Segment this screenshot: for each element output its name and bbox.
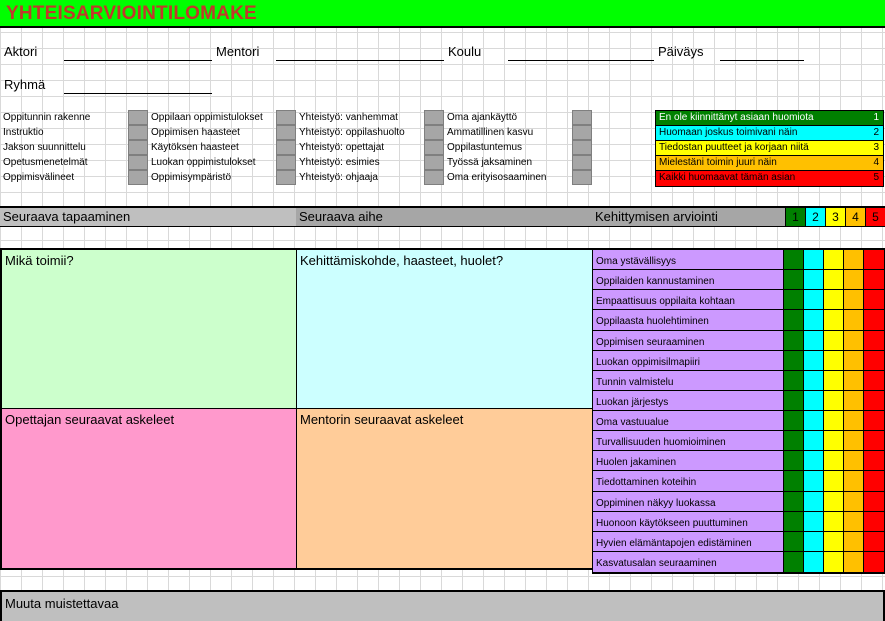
legend-number: 2: [873, 127, 879, 138]
rating-cell-3[interactable]: [824, 290, 844, 309]
paivays-label: Päiväys: [658, 44, 704, 59]
scale-header-5: 5: [865, 208, 885, 226]
rating-cell-2[interactable]: [804, 290, 824, 309]
category-checkbox[interactable]: [424, 140, 444, 155]
rating-cell-3[interactable]: [824, 471, 844, 490]
rating-cell-5[interactable]: [864, 270, 885, 289]
evaluation-item-label: Oma vastuualue: [592, 411, 784, 430]
category-item: Oppilaan oppimistulokset: [151, 112, 263, 123]
development-box[interactable]: [296, 248, 593, 409]
category-checkbox[interactable]: [128, 140, 148, 155]
rating-cell-5[interactable]: [864, 391, 885, 410]
rating-cell-3[interactable]: [824, 552, 844, 572]
category-item: Työssä jaksaminen: [447, 157, 533, 168]
form-title: YHTEISARVIOINTILOMAKE: [6, 3, 257, 24]
rating-cell-2[interactable]: [804, 310, 824, 329]
rating-cell-3[interactable]: [824, 331, 844, 350]
legend-text: Kaikki huomaavat tämän asian: [659, 172, 796, 183]
legend-text: Tiedostan puutteet ja korjaan niitä: [659, 142, 809, 153]
legend-row: [656, 171, 883, 186]
rating-cell-3[interactable]: [824, 371, 844, 390]
category-checkbox[interactable]: [424, 155, 444, 170]
rating-cell-1[interactable]: [784, 431, 804, 450]
legend-number: 5: [873, 172, 879, 183]
paivays-field[interactable]: [720, 60, 804, 61]
teacher-next-steps-label: Opettajan seuraavat askeleet: [5, 412, 175, 427]
aktori-label: Aktori: [4, 44, 38, 59]
category-item: Yhteistyö: oppilashuolto: [299, 127, 405, 138]
evaluation-item-label: Luokan oppimisilmapiiri: [592, 351, 784, 370]
mentor-next-steps-box[interactable]: [296, 408, 593, 570]
rating-cell-3[interactable]: [824, 250, 844, 269]
rating-cell-5[interactable]: [864, 411, 885, 430]
scale-legend: [655, 110, 884, 187]
rating-cell-4[interactable]: [844, 512, 864, 531]
evaluation-item-label: Tunnin valmistelu: [592, 371, 784, 390]
rating-cell-4[interactable]: [844, 451, 864, 470]
teacher-next-steps-box[interactable]: [0, 408, 297, 570]
rating-cell-3[interactable]: [824, 270, 844, 289]
category-item: Instruktio: [3, 127, 44, 138]
aktori-field[interactable]: [64, 60, 212, 61]
rating-cell-5[interactable]: [864, 552, 885, 572]
rating-cell-3[interactable]: [824, 512, 844, 531]
rating-cell-1[interactable]: [784, 290, 804, 309]
category-checkbox[interactable]: [424, 125, 444, 140]
evaluation-item-label: Oma ystävällisyys: [592, 250, 784, 269]
category-checkbox[interactable]: [572, 170, 592, 185]
rating-cell-4[interactable]: [844, 431, 864, 450]
rating-cell-2[interactable]: [804, 391, 824, 410]
rating-cell-3[interactable]: [824, 310, 844, 329]
rating-cell-5[interactable]: [864, 331, 885, 350]
rating-cell-1[interactable]: [784, 391, 804, 410]
category-item: Jakson suunnittelu: [3, 142, 86, 153]
category-checkbox[interactable]: [572, 125, 592, 140]
rating-cell-1[interactable]: [784, 331, 804, 350]
evaluation-row: [592, 552, 885, 572]
legend-text: En ole kiinnittänyt asiaan huomiota: [659, 112, 814, 123]
mentor-next-steps-label: Mentorin seuraavat askeleet: [300, 412, 464, 427]
rating-cell-5[interactable]: [864, 351, 885, 370]
category-checkbox[interactable]: [276, 155, 296, 170]
koulu-label: Koulu: [448, 44, 482, 59]
rating-cell-1[interactable]: [784, 351, 804, 370]
category-item: Oppimisympäristö: [151, 172, 232, 183]
rating-cell-2[interactable]: [804, 351, 824, 370]
rating-cell-1[interactable]: [784, 310, 804, 329]
scale-header-2: 2: [805, 208, 825, 226]
evaluation-row: [592, 451, 885, 471]
evaluation-row: [592, 250, 885, 270]
next-topic-label: Seuraava aihe: [296, 208, 785, 226]
other-notes-label: Muuta muistettavaa: [5, 596, 119, 611]
category-checkbox[interactable]: [276, 125, 296, 140]
category-item: Yhteistyö: ohjaaja: [299, 172, 378, 183]
category-checkbox[interactable]: [572, 140, 592, 155]
legend-number: 1: [873, 112, 879, 123]
rating-cell-2[interactable]: [804, 532, 824, 551]
legend-text: Mielestäni toimin juuri näin: [659, 157, 777, 168]
rating-cell-3[interactable]: [824, 411, 844, 430]
evaluation-row: [592, 371, 885, 391]
rating-cell-1[interactable]: [784, 411, 804, 430]
rating-cell-5[interactable]: [864, 471, 885, 490]
rating-cell-1[interactable]: [784, 371, 804, 390]
other-notes-bar[interactable]: [0, 590, 885, 621]
legend-text: Huomaan joskus toimivani näin: [659, 127, 798, 138]
rating-cell-5[interactable]: [864, 492, 885, 511]
category-checkbox[interactable]: [424, 110, 444, 125]
category-checkbox[interactable]: [424, 170, 444, 185]
rating-cell-1[interactable]: [784, 532, 804, 551]
rating-cell-2[interactable]: [804, 411, 824, 430]
rating-cell-4[interactable]: [844, 391, 864, 410]
rating-cell-4[interactable]: [844, 492, 864, 511]
what-works-box[interactable]: [0, 248, 297, 409]
evaluation-row: [592, 331, 885, 351]
category-item: Oppilastuntemus: [447, 142, 523, 153]
rating-cell-1[interactable]: [784, 451, 804, 470]
rating-cell-1[interactable]: [784, 250, 804, 269]
rating-cell-2[interactable]: [804, 492, 824, 511]
evaluation-item-label: Huolen jakaminen: [592, 451, 784, 470]
category-item: Yhteistyö: esimies: [299, 157, 380, 168]
category-item: Luokan oppimistulokset: [151, 157, 256, 168]
scale-header-3: 3: [825, 208, 845, 226]
development-label: Kehittämiskohde, haasteet, huolet?: [300, 253, 504, 268]
category-checkbox[interactable]: [276, 170, 296, 185]
evaluation-item-label: Oppilaasta huolehtiminen: [592, 310, 784, 329]
evaluation-row: [592, 411, 885, 431]
rating-cell-5[interactable]: [864, 451, 885, 470]
category-item: Oma erityisosaaminen: [447, 172, 547, 183]
evaluation-item-label: Oppimisen seuraaminen: [592, 331, 784, 350]
rating-cell-4[interactable]: [844, 331, 864, 350]
rating-cell-2[interactable]: [804, 471, 824, 490]
scale-header-1: 1: [785, 208, 805, 226]
rating-cell-2[interactable]: [804, 512, 824, 531]
rating-cell-2[interactable]: [804, 250, 824, 269]
rating-cell-4[interactable]: [844, 270, 864, 289]
category-checkbox[interactable]: [128, 110, 148, 125]
what-works-label: Mikä toimii?: [5, 253, 74, 268]
evaluation-item-label: Tiedottaminen koteihin: [592, 471, 784, 490]
legend-row: [656, 111, 883, 126]
development-eval-label: Kehittymisen arviointi: [595, 209, 718, 224]
legend-row: [656, 126, 883, 141]
category-checkbox[interactable]: [572, 110, 592, 125]
rating-cell-1[interactable]: [784, 512, 804, 531]
evaluation-row: [592, 351, 885, 371]
rating-cell-2[interactable]: [804, 451, 824, 470]
evaluation-row: [592, 471, 885, 491]
rating-cell-1[interactable]: [784, 471, 804, 490]
rating-cell-1[interactable]: [784, 552, 804, 572]
rating-cell-5[interactable]: [864, 431, 885, 450]
rating-cell-5[interactable]: [864, 532, 885, 551]
rating-cell-3[interactable]: [824, 351, 844, 370]
ryhma-label: Ryhmä: [4, 77, 46, 92]
rating-cell-4[interactable]: [844, 411, 864, 430]
evaluation-item-label: Huonoon käytökseen puuttuminen: [592, 512, 784, 531]
rating-cell-2[interactable]: [804, 431, 824, 450]
evaluation-item-label: Oppiminen näkyy luokassa: [592, 492, 784, 511]
rating-cell-4[interactable]: [844, 290, 864, 309]
category-item: Oma ajankäyttö: [447, 112, 518, 123]
category-item: Ammatillinen kasvu: [447, 127, 534, 138]
rating-cell-3[interactable]: [824, 492, 844, 511]
rating-cell-4[interactable]: [844, 351, 864, 370]
legend-number: 3: [873, 142, 879, 153]
evaluation-item-label: Turvallisuuden huomioiminen: [592, 431, 784, 450]
rating-cell-4[interactable]: [844, 371, 864, 390]
evaluation-item-label: Empaattisuus oppilaita kohtaan: [592, 290, 784, 309]
rating-cell-4[interactable]: [844, 250, 864, 269]
rating-cell-4[interactable]: [844, 532, 864, 551]
legend-row: [656, 141, 883, 156]
rating-cell-5[interactable]: [864, 250, 885, 269]
evaluation-table: [592, 248, 885, 574]
legend-number: 4: [873, 157, 879, 168]
rating-cell-5[interactable]: [864, 371, 885, 390]
rating-cell-2[interactable]: [804, 270, 824, 289]
mentori-label: Mentori: [216, 44, 260, 59]
category-item: Oppitunnin rakenne: [3, 112, 91, 123]
section-bar: [0, 206, 885, 227]
rating-cell-4[interactable]: [844, 552, 864, 572]
evaluation-item-label: Oppilaiden kannustaminen: [592, 270, 784, 289]
koulu-field[interactable]: [508, 60, 654, 61]
category-item: Oppimisvälineet: [3, 172, 75, 183]
category-item: Oppimisen haasteet: [151, 127, 240, 138]
rating-cell-4[interactable]: [844, 471, 864, 490]
category-item: Opetusmenetelmät: [3, 157, 88, 168]
evaluation-row: [592, 270, 885, 290]
ryhma-field[interactable]: [64, 93, 212, 94]
category-checkbox[interactable]: [128, 170, 148, 185]
evaluation-row: [592, 512, 885, 532]
category-item: Yhteistyö: vanhemmat: [299, 112, 398, 123]
rating-cell-5[interactable]: [864, 512, 885, 531]
rating-cell-3[interactable]: [824, 451, 844, 470]
rating-cell-5[interactable]: [864, 290, 885, 309]
evaluation-row: [592, 290, 885, 310]
rating-cell-3[interactable]: [824, 532, 844, 551]
evaluation-item-label: Luokan järjestys: [592, 391, 784, 410]
rating-cell-1[interactable]: [784, 270, 804, 289]
category-checkbox[interactable]: [128, 155, 148, 170]
category-checkbox[interactable]: [128, 125, 148, 140]
rating-cell-3[interactable]: [824, 391, 844, 410]
next-meeting-label: Seuraava tapaaminen: [0, 208, 296, 226]
evaluation-item-label: Kasvatusalan seuraaminen: [592, 552, 784, 572]
category-checkbox[interactable]: [572, 155, 592, 170]
rating-cell-2[interactable]: [804, 331, 824, 350]
rating-cell-4[interactable]: [844, 310, 864, 329]
category-checkbox[interactable]: [276, 140, 296, 155]
evaluation-row: [592, 532, 885, 552]
scale-header-4: 4: [845, 208, 865, 226]
evaluation-row: [592, 391, 885, 411]
rating-cell-5[interactable]: [864, 310, 885, 329]
category-checkbox[interactable]: [276, 110, 296, 125]
category-item: Yhteistyö: opettajat: [299, 142, 385, 153]
rating-cell-2[interactable]: [804, 371, 824, 390]
mentori-field[interactable]: [276, 60, 444, 61]
legend-row: [656, 156, 883, 171]
evaluation-row: [592, 492, 885, 512]
evaluation-row: [592, 310, 885, 330]
evaluation-row: [592, 431, 885, 451]
rating-cell-3[interactable]: [824, 431, 844, 450]
evaluation-item-label: Hyvien elämäntapojen edistäminen: [592, 532, 784, 551]
category-item: Käytöksen haasteet: [151, 142, 239, 153]
rating-cell-2[interactable]: [804, 552, 824, 572]
rating-cell-1[interactable]: [784, 492, 804, 511]
